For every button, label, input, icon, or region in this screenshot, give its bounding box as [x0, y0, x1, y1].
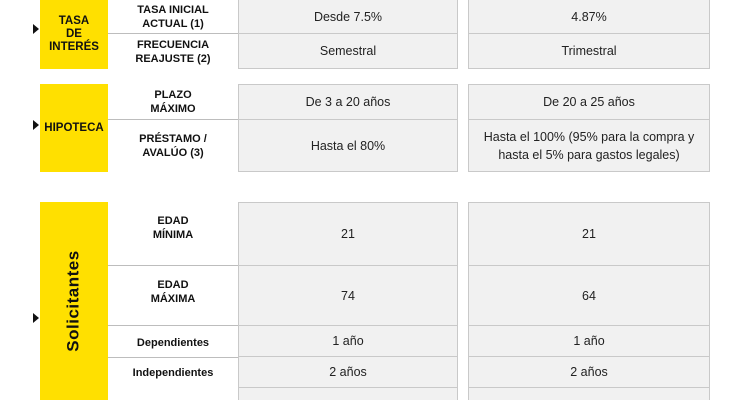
- cell-edad-minima-col1: 21: [238, 202, 458, 266]
- row-label-line: PRÉSTAMO /: [139, 133, 207, 145]
- row-label-dependientes: Dependientes: [108, 326, 238, 358]
- row-label-plazo-maximo: [108, 84, 238, 120]
- row-label-line: FRECUENCIA: [136, 38, 210, 51]
- section-title-hipoteca: HIPOTECA: [40, 84, 108, 172]
- cell-partial-row-col2: [468, 387, 710, 400]
- row-label-prestamo-avaluo: [108, 120, 238, 172]
- cell-text-line: Hasta el 100% (95% para la compra y: [483, 129, 695, 144]
- row-label-line: PLAZO: [154, 88, 192, 101]
- section-marker-arrow-icon: [33, 313, 39, 323]
- section-title-solicitantes-text: Solicitantes: [64, 250, 84, 352]
- row-label-tasa-inicial: [108, 0, 238, 34]
- cell-edad-maxima-col1: 74: [238, 265, 458, 326]
- row-label-line: MÁXIMO: [150, 102, 196, 115]
- section-marker-arrow-icon: [33, 24, 39, 34]
- row-label-line: EDAD: [157, 215, 189, 227]
- cell-independientes-col2: 2 años: [468, 356, 710, 388]
- cell-tasa-inicial-col1: Desde 7.5%: [238, 0, 458, 34]
- cell-independientes-col1: 2 años: [238, 356, 458, 388]
- cell-plazo-col1: De 3 a 20 años: [238, 84, 458, 120]
- cell-dependientes-col1: 1 año: [238, 325, 458, 357]
- row-label-line: TASA INICIAL: [137, 3, 209, 16]
- cell-text-line: hasta el 5% para gastos legales): [498, 147, 680, 162]
- row-label-line: ACTUAL (1): [142, 17, 204, 30]
- row-label-line: REAJUSTE (2): [135, 52, 211, 65]
- cell-frecuencia-col1: Semestral: [238, 33, 458, 69]
- row-label-line: MÁXIMA: [150, 293, 196, 305]
- section-title-tasa: [40, 0, 108, 69]
- row-label-edad-minima: [108, 202, 238, 266]
- row-label-edad-maxima: [108, 266, 238, 326]
- row-label-independientes: Independientes: [132, 367, 214, 379]
- section-marker-arrow-icon: [33, 120, 39, 130]
- section-title-tasa-line1: TASA: [58, 15, 90, 27]
- cell-plazo-col2: De 20 a 25 años: [468, 84, 710, 120]
- cell-prestamo-col1: Hasta el 80%: [238, 119, 458, 172]
- cell-frecuencia-col2: Trimestral: [468, 33, 710, 69]
- cell-edad-minima-col2: 21: [468, 202, 710, 266]
- cell-dependientes-col2: 1 año: [468, 325, 710, 357]
- row-label-line: EDAD: [157, 279, 189, 291]
- section-title-tasa-line2: DE: [66, 28, 82, 40]
- row-label-line: MÍNIMA: [152, 229, 194, 241]
- cell-partial-row-col1: [238, 387, 458, 400]
- cell-edad-maxima-col2: 64: [468, 265, 710, 326]
- cell-prestamo-col2: [468, 119, 710, 172]
- section-title-tasa-line3: INTERÉS: [49, 41, 99, 53]
- row-label-line: AVALÚO (3): [142, 147, 204, 159]
- row-label-frecuencia-reajuste: [108, 34, 238, 69]
- cell-tasa-inicial-col2: 4.87%: [468, 0, 710, 34]
- section-title-solicitantes: [40, 202, 108, 400]
